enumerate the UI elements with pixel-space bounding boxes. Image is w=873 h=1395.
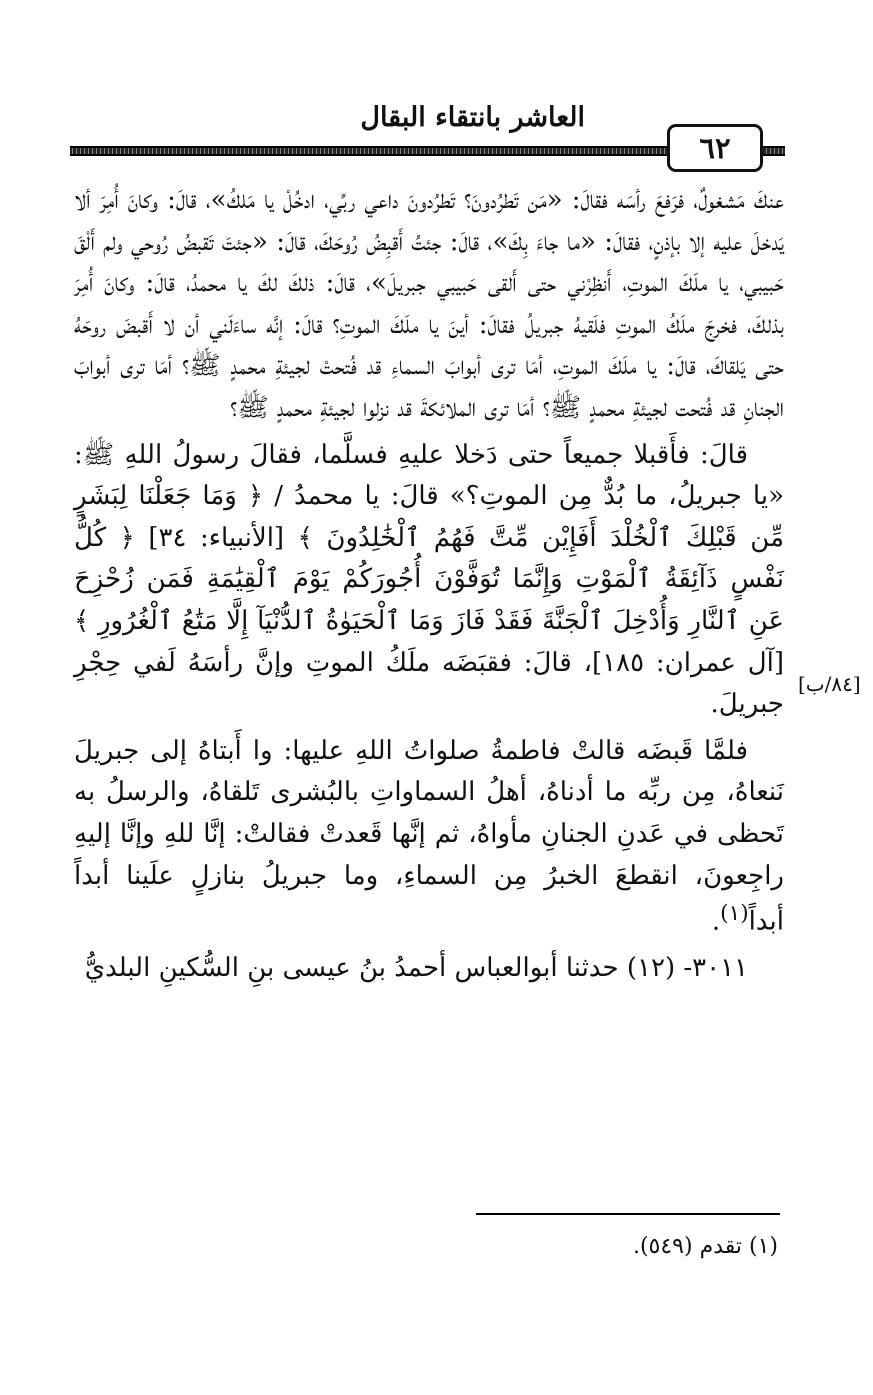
main-text bbox=[74, 180, 784, 995]
header-rule bbox=[70, 146, 670, 156]
page-header bbox=[70, 102, 785, 172]
header-rule-right bbox=[760, 146, 785, 156]
running-title: العاشر بانتقاء البقال bbox=[360, 102, 585, 133]
footnote-separator bbox=[476, 1213, 780, 1215]
paragraph-2: قالَ: فأَقبلا جميعاً حتى دَخلا عليهِ فسلَّما، فقالَ رسولُ اللهِ ﷺ: «يا جبريلُ، ما بُدٌّ مِن الموتِ؟» قالَ: يا محمدُ / ﴿ وَمَا جَعَلْنَا لِبَشَرٍ مِّن قَبْلِكَ ٱلْخُلْدَ أَفَإِيْن مِّتَّ فَهُمُ ٱلْخَٰلِدُونَ ﴾ [الأنبياء: ٣٤] ﴿ كُلُّ نَفْسٍ ذَآئِقَةُ ٱلْمَوْتِ وَإِنَّمَا تُوَفَّوْنَ أُجُورَكُمْ يَوْمَ ٱلْقِيَٰمَةِ فَمَن زُحْزِحَ عَنِ ٱلنَّارِ وَأُدْخِلَ ٱلْجَنَّةَ فَقَدْ فَازَ وَمَا ٱلْحَيَوٰةُ ٱلدُّنْيَآ إِلَّا مَتَٰعُ ٱلْغُرُورِ ﴾ [آل عمران: ١٨٥]، قالَ: فقبَضَه ملَكُ الموتِ وإنَّ رأسَهُ لَفي حِجْرِ جبريلَ. bbox=[74, 439, 784, 720]
paragraph-3 bbox=[74, 731, 784, 944]
manuscript-folio-note: [٨٤/ب] bbox=[798, 672, 861, 696]
paragraph-3-text: فلمَّا قَبضَه قالتْ فاطمةُ صلواتُ اللهِ عليها: وا أَبتاهُ إلى جبريلَ نَنعاهُ، مِن ربِّه ما أدناهُ، أهلُ السماواتِ بالبُشرى تَلقاهُ، والرسلُ به تَحظى في عَدنِ الجنانِ مأواهُ، ثم إنَّها قَعدتْ فقالتْ: إنَّا للهِ وإنَّا إليهِ راجِعونَ، انقطعَ الخبرُ مِن السماءِ، وما جبريلُ بنازلٍ علَينا أبداً أبداً bbox=[74, 735, 784, 937]
page-number: ٦٢ bbox=[667, 124, 763, 172]
footnote-marker: (١) bbox=[720, 901, 749, 927]
paragraph-3-end: . bbox=[711, 906, 721, 937]
paragraph-4: ٣٠١١- (١٢) حدثنا أبوالعباس أحمدُ بنُ عيسى بنِ السُّكينِ البلديُّ bbox=[84, 953, 748, 984]
footnote: (١) تقدم (٥٤٩). bbox=[632, 1234, 778, 1259]
paragraph-1: عنكَ مَشغولٌ، فرَفعَ رأسَه فقالَ: «مَن تَطرُدونَ؟ تَطرُدونَ داعي ربِّي، ادخُلْ يا مَلكُ»، قالَ: وكانَ أُمِرَ ألا يَدخلَ عليه إلا بإذنٍ، فقالَ: «ما جاءَ بِكَ»، قالَ: جئتُ أَقبِضُ رُوحَكَ، قالَ: «جئتَ تَقبضُ رُوحي ولم أَلْقَ حَبيبي، يا ملَكَ الموتِ، أَنظِرْني حتى أَلقى حَبيبي جبريلَ»، قالَ: ذلكَ لكَ يا محمدُ، قالَ: وكانَ أُمِرَ بذلكَ، فخرجَ ملَكُ الموتِ فلَقيهُ جبريلُ فقالَ: أينَ يا ملَكَ الموتِ؟ قالَ: إنَّه ساءَلَني أن لا أَقبضَ روحَهُ حتى يَلقاكَ، قالَ: يا ملَكَ الموتِ، أمَا ترى أبوابَ السماءِ قد فُتحتْ لجيئةِ محمدٍ ﷺ؟ أمَا ترى أبوابَ الجنانِ قد فُتحت لجيئةِ محمدٍ ﷺ؟ أمَا ترى الملائكةَ قد نزلوا لجيئةِ محمدٍ ﷺ؟ bbox=[74, 185, 784, 423]
